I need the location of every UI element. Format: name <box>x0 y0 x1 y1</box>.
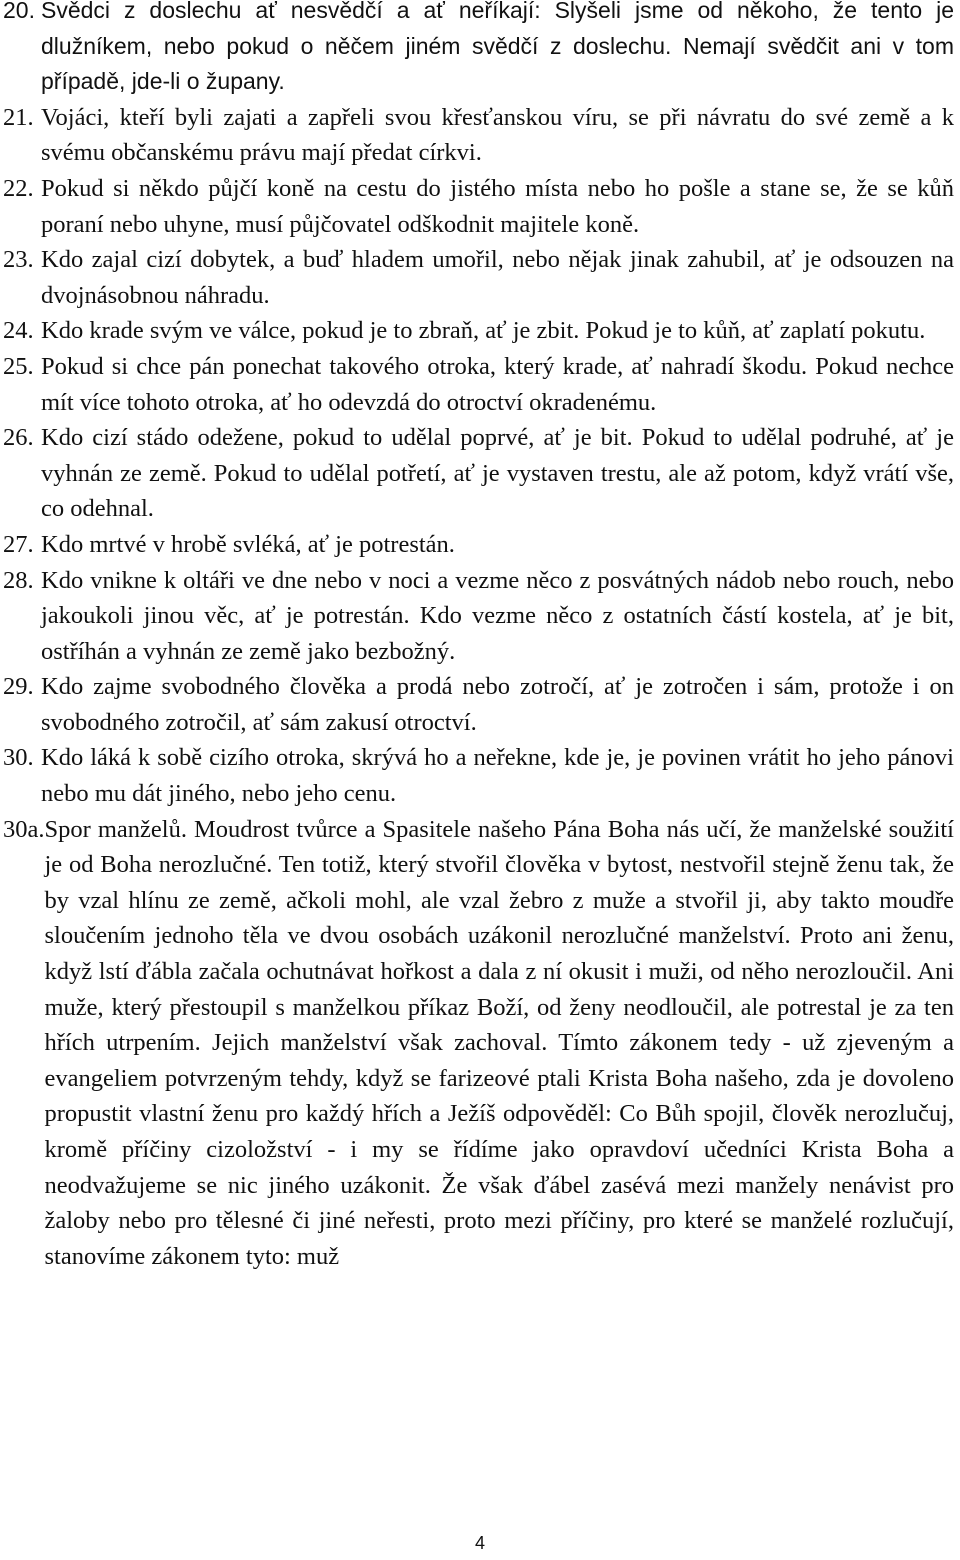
item-number: 21. <box>3 103 34 131</box>
item-number: 30a. <box>3 815 45 843</box>
list-item <box>3 669 954 740</box>
list-item <box>3 100 954 171</box>
item-text: Svědci z doslechu ať nesvědčí a ať neříkají: Slyšeli jsme od někoho, že tento je dlužníkem, nebo pokud o něčem jiném svědčí z doslechu. Nemají svědčit ani v tom případě, jde-li o župany. <box>41 0 954 95</box>
item-text: Kdo krade svým ve válce, pokud je to zbraň, ať je zbit. Pokud je to kůň, ať zaplatí pokutu. <box>41 317 926 345</box>
document-body <box>3 0 954 1274</box>
list-item <box>3 0 954 100</box>
item-number: 27. <box>3 530 34 558</box>
item-text: Spor manželů. Moudrost tvůrce a Spasitele našeho Pána Boha nás učí, že manželské soužití je od Boha nerozlučné. Ten totiž, který stvořil člověka v bytost, nestvořil stejně ženu tak, že by vzal hlínu ze země, ačkoli mohl, ale vzal žebro z muže a stvořil ji, aby takto moudře sloučením jednoho těla ve dvou osobách uzákonil nerozlučné manželství. Proto ani ženu, když lstí ďábla začala ochutnávat hořkost a dala z ní okusit i muži, od něho nerozloučil. Ani muže, který přestoupil s manželkou příkaz Boží, od ženy neodloučil, ale potrestal je za ten hřích utrpením. Jejich manželství však zachoval. Tímto zákonem tedy - už zjeveným a evangeliem potvrzeným tehdy, když se farizeové ptali Krista Boha našeho, zda je dovoleno propustit vlastní ženu pro každý hřích a Ježíš odpověděl: Co Bůh spojil, člověk nerozlučuj, kromě příčiny cizoložství - i my se řídíme jako opravdoví učedníci Krista Boha a neodvažujeme se nic jiného uzákonit. Že však ďábel zasévá mezi manžely nenávist pro žaloby nebo pro tělesné či jiné neřesti, proto mezi příčiny, pro které se manželé rozlučují, stanovíme zákonem tyto: muž <box>44 815 954 1270</box>
list-item <box>3 420 954 527</box>
item-text: Vojáci, kteří byli zajati a zapřeli svou křesťanskou víru, se při návratu do své země a k svému občanskému právu mají předat církvi. <box>41 103 954 167</box>
item-number: 26. <box>3 424 34 452</box>
item-number: 28. <box>3 566 34 594</box>
item-number: 25. <box>3 352 34 380</box>
item-number: 20. <box>3 0 35 23</box>
list-item <box>3 740 954 811</box>
list-item <box>3 563 954 670</box>
item-text: Kdo láká k sobě cizího otroka, skrývá ho a neřekne, kde je, je povinen vrátit ho jeho pánovi nebo mu dát jiného, nebo jeho cenu. <box>41 744 954 808</box>
item-text: Pokud si chce pán ponechat takového otroka, který krade, ať nahradí škodu. Pokud nechce mít více tohoto otroka, ať ho odevzdá do otroctví okradenému. <box>41 352 954 416</box>
list-item <box>3 171 954 242</box>
item-number: 22. <box>3 174 34 202</box>
item-number: 24. <box>3 317 34 345</box>
item-text: Kdo zajal cizí dobytek, a buď hladem umořil, nebo nějak jinak zahubil, ať je odsouzen na dvojnásobnou náhradu. <box>41 246 954 309</box>
item-text: Kdo vnikne k oltáři ve dne nebo v noci a vezme něco z posvátných nádob nebo rouch, nebo jakoukoli jinou věc, ať je potrestán. Kdo vezme něco z ostatních částí kostela, ať je bit, ostříhán a vyhnán ze země jako bezbožný. <box>41 566 954 665</box>
item-number: 29. <box>3 673 34 701</box>
item-text: Pokud si někdo půjčí koně na cestu do jistého místa nebo ho pošle a stane se, že se kůň poraní nebo uhyne, musí půjčovatel odškodnit majitele koně. <box>41 174 954 238</box>
list-item <box>3 349 954 420</box>
page-number: 4 <box>474 1533 485 1553</box>
item-number: 30. <box>3 744 34 772</box>
list-item <box>3 313 954 349</box>
list-item <box>3 242 954 313</box>
item-text: Kdo zajme svobodného člověka a prodá nebo zotročí, ať je zotročen i sám, protože i on svobodného zotročil, ať sám zakusí otroctví. <box>41 673 954 736</box>
list-item <box>3 812 954 1275</box>
item-number: 23. <box>3 246 34 274</box>
list-item <box>3 527 954 563</box>
item-text: Kdo cizí stádo odežene, pokud to udělal poprvé, ať je bit. Pokud to udělal podruhé, ať je vyhnán ze země. Pokud to udělal potřetí, ať je vystaven trestu, ale až potom, když vrátí vše, co odehnal. <box>41 424 954 523</box>
item-text: Kdo mrtvé v hrobě svléká, ať je potrestán. <box>41 530 455 558</box>
